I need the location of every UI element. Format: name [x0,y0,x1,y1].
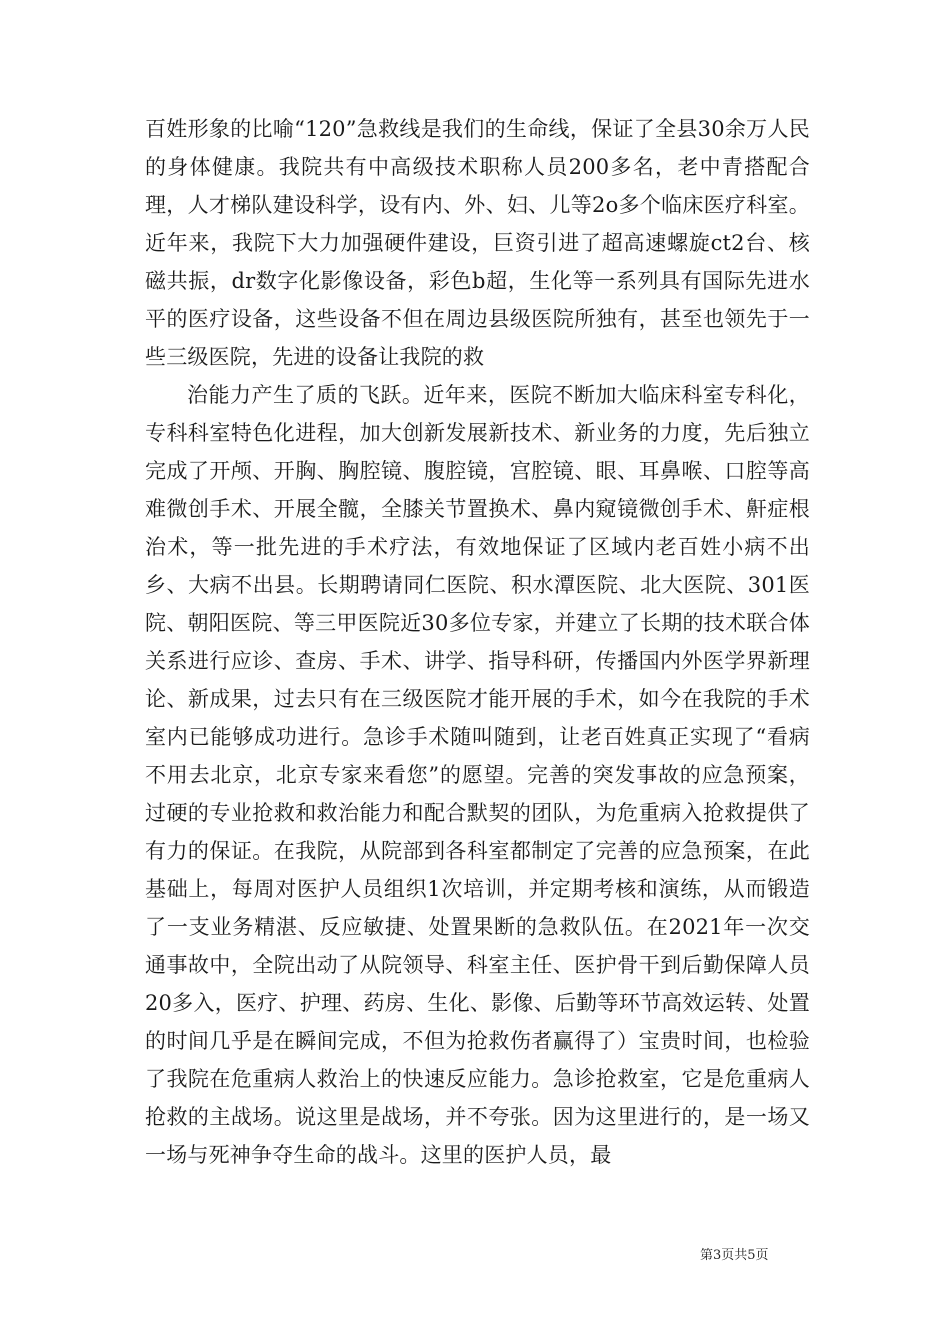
paragraph-1: 百姓形象的比喻“120”急救线是我们的生命线，保证了全县30余万人民的身体健康。我院共有中高级技术职称人员200多名，老中青搭配合理，人才梯队建设科学，设有内、外、妇、儿等2o多个临床医疗科室。近年来，我院下大力加强硬件建设，巨资引进了超高速螺旋ct2台、核磁共振，dr数字化影像设备，彩色b超，生化等一系列具有国际先进水平的医疗设备，这些设备不但在周边县级医院所独有，甚至也领先于一些三级医院，先进的设备让我院的救 [145,117,810,369]
paragraph-2: 治能力产生了质的飞跃。近年来，医院不断加大临床科室专科化，专科科室特色化进程，加大创新发展新技术、新业务的力度，先后独立完成了开颅、开胸、胸腔镜、腹腔镜，宫腔镜、眼、耳鼻喉、口腔等高难微创手术、开展全髋，全膝关节置换术、鼻内窥镜微创手术、鼾症根治术，等一批先进的手术疗法，有效地保证了区域内老百姓小病不出乡、大病不出县。长期聘请同仁医院、积水潭医院、北大医院、301医院、朝阳医院、等三甲医院近30多位专家，并建立了长期的技术联合体关系进行应诊、查房、手术、讲学、指导科研，传播国内外医学界新理论、新成果，过去只有在三级医院才能开展的手术，如今在我院的手术室内已能够成功进行。急诊手术随叫随到，让老百姓真正实现了“看病不用去北京，北京专家来看您”的愿望。完善的突发事故的应急预案，过硬的专业抢救和救治能力和配合默契的团队，为危重病入抢救提供了有力的保证。在我院，从院部到各科室都制定了完善的应急预案，在此基础上，每周对医护人员组织1次培训，并定期考核和演练，从而锻造了一支业务精湛、反应敏捷、处置果断的急救队伍。在2021年一次交通事故中，全院出动了从院领导、科室主任、医护骨干到后勤保障人员20多入，医疗、护理、药房、生化、影像、后勤等环节高效运转、处置的时间几乎是在瞬间完成，不但为抢救伤者赢得了）宝贵时间，也检验了我院在危重病人救治上的快速反应能力。急诊抢救室，它是危重病人抢救的主战场。说这里是战场，并不夸张。因为这里进行的，是一场又一场与死神争夺生命的战斗。这里的医护人员，最 [145,383,810,1167]
page-number: 第3页共5页 [700,1248,769,1263]
document-body [145,110,810,1174]
